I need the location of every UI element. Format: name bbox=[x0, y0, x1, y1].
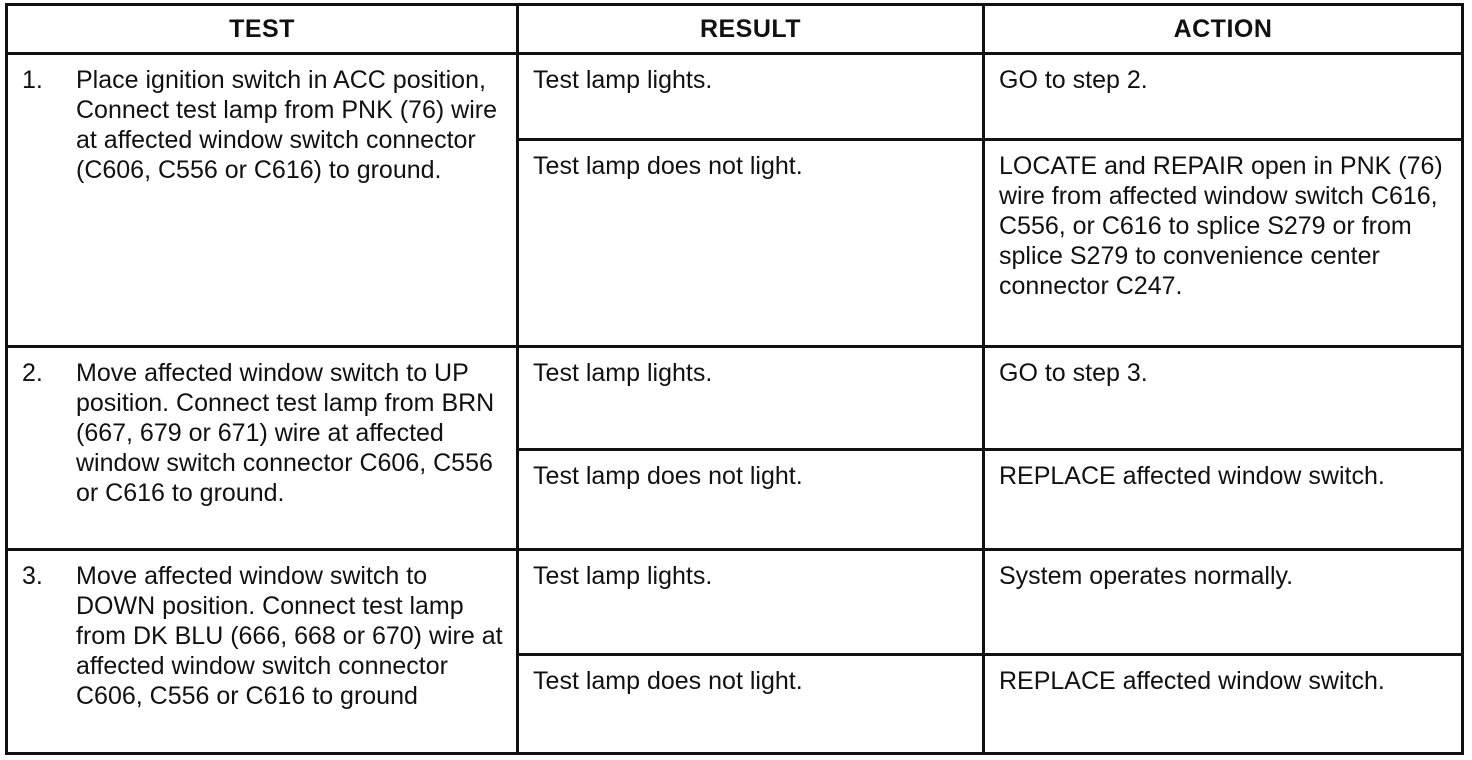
test-description: Place ignition switch in ACC position, Connect test lamp from PNK (76) wire at affected window switch connector (C606, C556 or C616) to ground. bbox=[76, 66, 497, 184]
action-text: LOCATE and REPAIR open in PNK (76) wire from affected window switch C616, C556, or C616 to splice S279 or from splice S279 to convenience center connector C247. bbox=[999, 152, 1443, 301]
test-cell-step-2 bbox=[7, 346, 518, 550]
test-cell-step-1 bbox=[7, 54, 518, 347]
result-cell bbox=[518, 654, 984, 753]
result-text: Test lamp does not light. bbox=[533, 152, 803, 181]
action-cell bbox=[984, 654, 1463, 753]
step-number: 1. bbox=[22, 66, 43, 94]
test-description: Move affected window switch to DOWN position. Connect test lamp from DK BLU (666, 668 or 670) wire at affected window switch connector C606, C556 or C616 to ground bbox=[76, 562, 503, 711]
table-row bbox=[7, 346, 1463, 449]
action-cell bbox=[984, 346, 1463, 449]
result-cell bbox=[518, 140, 984, 347]
test-description: Move affected window switch to UP position. Connect test lamp from BRN (667, 679 or 671) wire at affected window switch connector C606, C556 or C616 to ground. bbox=[76, 358, 495, 507]
action-cell bbox=[984, 54, 1463, 140]
result-text: Test lamp does not light. bbox=[533, 666, 803, 695]
action-text: GO to step 2. bbox=[999, 66, 1148, 94]
header-action: ACTION bbox=[984, 5, 1463, 54]
result-cell bbox=[518, 550, 984, 654]
diagnostic-page bbox=[5, 3, 1464, 755]
test-cell-step-3 bbox=[7, 550, 518, 754]
action-cell bbox=[984, 450, 1463, 550]
action-cell bbox=[984, 140, 1463, 347]
result-text: Test lamp lights. bbox=[533, 66, 713, 94]
diagnostic-table bbox=[5, 3, 1464, 755]
table-row bbox=[7, 54, 1463, 140]
step-number: 2. bbox=[22, 358, 43, 387]
result-cell bbox=[518, 450, 984, 550]
result-text: Test lamp does not light. bbox=[533, 462, 803, 491]
action-text: REPLACE affected window switch. bbox=[999, 666, 1385, 695]
result-text: Test lamp lights. bbox=[533, 562, 713, 591]
table-header-row bbox=[7, 5, 1463, 54]
result-text: Test lamp lights. bbox=[533, 358, 713, 387]
table-row bbox=[7, 550, 1463, 654]
result-cell bbox=[518, 54, 984, 140]
header-result: RESULT bbox=[518, 5, 984, 54]
action-text: GO to step 3. bbox=[999, 358, 1148, 387]
action-cell bbox=[984, 550, 1463, 654]
action-text: System operates normally. bbox=[999, 562, 1294, 591]
action-text: REPLACE affected window switch. bbox=[999, 462, 1385, 491]
result-cell bbox=[518, 346, 984, 449]
header-test: TEST bbox=[7, 5, 518, 54]
step-number: 3. bbox=[22, 562, 43, 591]
